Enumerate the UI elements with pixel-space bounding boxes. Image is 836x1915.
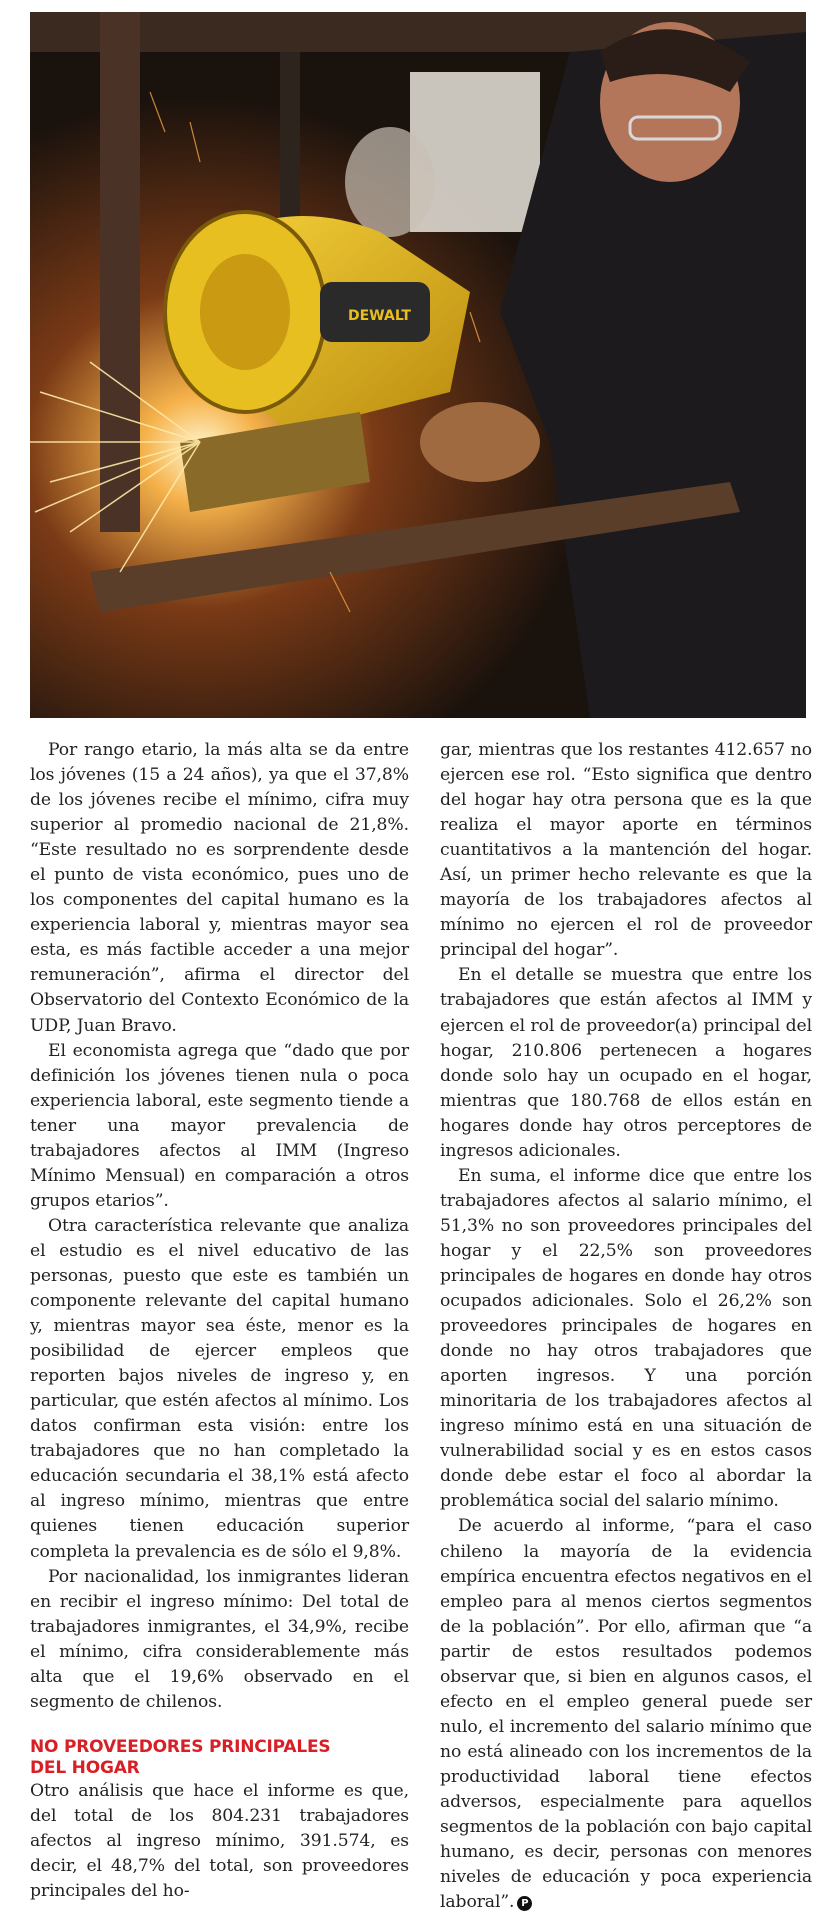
- article-paragraph: Por rango etario, la más alta se da entre los jóvenes (15 a 24 años), ya que el 37,8% de los jóvenes recibe el mínimo, cifra muy superior al promedio nacional de 21,8%. “Este resultado no es sorprendente desde el punto de vista económico, pues uno de los componentes del capital humano es la experiencia laboral y, mientras mayor sea esta, es más factible acceder a una mejor remuneración”, afirma el director del Observatorio del Contexto Económico de la UDP, Juan Bravo.: [30, 740, 409, 1036]
- article-paragraph-continued: gar, mientras que los restantes 412.657 no ejercen ese rol. “Esto significa que dentro del hogar hay otra persona que es la que realiza el mayor aporte en términos cuantitativos a la mantención del hogar. Así, un primer hecho relevante es que la mayoría de los trabajadores afectos al mínimo no ejercen el rol de proveedor principal del hogar”.: [440, 740, 812, 961]
- article-paragraph: Otra característica relevante que analiza el estudio es el nivel educativo de las personas, puesto que este es también un componente relevante del capital humano y, mientras mayor sea éste, menor es la posibilidad de ejercer empleos que reporten bajos niveles de ingreso y, en particular, que estén afectos al mínimo. Los datos confirman esta visión: entre los trabajadores que no han completado la educación secundaria el 38,1% está afecto al ingreso mínimo, mientras que entre quienes tienen educación superior completa la prevalencia es de sólo el 9,8%.: [30, 1215, 409, 1562]
- worker-cutting-metal-photo: [30, 12, 806, 718]
- article-column-left: [30, 738, 409, 1904]
- subheading-line: NO PROVEEDORES PRINCIPALES: [30, 1736, 331, 1757]
- article-paragraph: Por nacionalidad, los inmigrantes lideran en recibir el ingreso mínimo: Del total de trabajadores inmigrantes, el 34,9%, recibe el mínimo, cifra considerablemente más alta que el 19,6% observado en el segmento de chilenos.: [30, 1566, 409, 1712]
- end-of-article-icon: P: [517, 1896, 532, 1911]
- logo-lettering: DEWALT: [348, 308, 411, 324]
- article-paragraph: El economista agrega que “dado que por definición los jóvenes tienen nula o poca experiencia laboral, este segmento tiende a tener una mayor prevalencia de trabajadores afectos al IMM (Ingreso Mínimo Mensual) en comparación a otros grupos etarios”.: [30, 1040, 409, 1211]
- article-column-right: [440, 738, 812, 1915]
- article-paragraph: En el detalle se muestra que entre los trabajadores que están afectos al IMM y ejercen el rol de proveedor(a) principal del hogar, 210.806 pertenecen a hogares donde solo hay un ocupado en el hogar, mientras que 180.768 de ellos están en hogares donde hay otros perceptores de ingresos adicionales.: [440, 965, 812, 1161]
- article-paragraph-final: [440, 1514, 812, 1915]
- article-photo: [30, 12, 806, 718]
- article-paragraph: Otro análisis que hace el informe es que, del total de los 804.231 trabajadores afectos al ingreso mínimo, 391.574, es decir, el 48,7% del total, son proveedores principales del ho-: [30, 1780, 409, 1902]
- final-paragraph-text: De acuerdo al informe, “para el caso chileno la mayoría de la evidencia empírica encuentra efectos negativos en el empleo para al menos ciertos segmentos de la población”. Por ello, afirman que “a partir de estos resultados podemos observar que, si bien en algunos casos, el efecto en el empleo general puede ser nulo, el incremento del salario mínimo que no está alineado con los incrementos de la productividad laboral tiene efectos adversos, especialmente para aquellos segmentos de la población con bajo capital humano, es decir, personas con menores niveles de educación y poca experiencia laboral”.: [440, 1516, 812, 1913]
- section-subheading: [30, 1737, 409, 1779]
- subheading-line: DEL HOGAR: [30, 1757, 140, 1778]
- article-paragraph: En suma, el informe dice que entre los trabajadores afectos al salario mínimo, el 51,3% no son proveedores principales del hogar y el 22,5% son proveedores principales de hogares en donde hay otros ocupados adicionales. Solo el 26,2% son proveedores principales de hogares en donde no hay otros trabajadores que aporten ingresos. Y una porción minoritaria de los trabajadores afectos al ingreso mínimo está en una situación de vulnerabilidad social y es en estos casos donde debe estar el foco al abordar la problemática social del salario mínimo.: [440, 1165, 812, 1512]
